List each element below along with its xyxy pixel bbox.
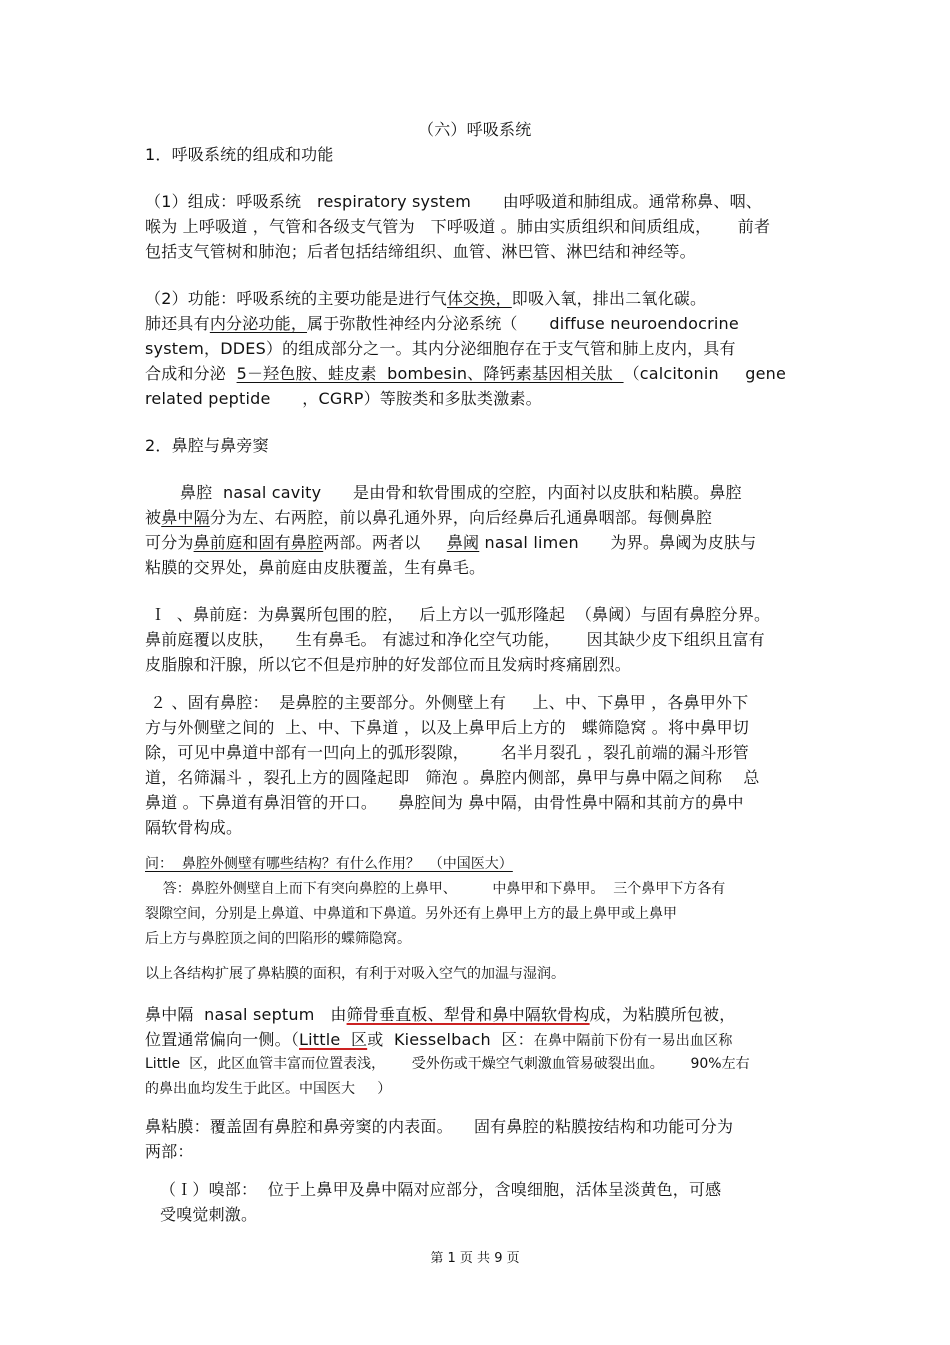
- red-underlined-term: 筛骨垂直板、犁骨和鼻中隔软骨构: [346, 1005, 590, 1024]
- answer-line: 裂隙空间，分别是上鼻道、中鼻道和下鼻道。另外还有上鼻甲上方的最上鼻甲或上鼻甲: [145, 906, 677, 922]
- paragraph-line: 鼻前庭覆以皮肤， 生有鼻毛。 有滤过和净化空气功能， 因其缺少皮下组织且富有: [145, 630, 765, 649]
- underlined-term: 鼻阈: [446, 533, 480, 552]
- paragraph-line: Little 区，此区血管丰富而位置表浅， 受外伤或干燥空气刺激血管易破裂出血。 90%左右: [145, 1056, 750, 1072]
- underlined-term: 5－羟色胺、蛙皮素 bombesin、降钙素基因相关肽: [236, 364, 624, 383]
- page-footer: 第 1 页 共 9 页: [430, 1251, 520, 1266]
- section-heading-2: 2．鼻腔与鼻旁窦: [145, 436, 269, 455]
- paragraph-line: 包括支气管树和肺泡；后者包括结缔组织、血管、淋巴管、淋巴结和神经等。: [145, 242, 696, 261]
- underlined-term: 鼻中隔: [161, 508, 210, 527]
- paragraph-line: system，DDES）的组成部分之一。其内分泌细胞存在于支气管和肺上皮内，具有: [145, 339, 736, 358]
- question-line: 问： 鼻腔外侧壁有哪些结构？有什么作用？ （中国医大）: [145, 856, 513, 872]
- paragraph-line: 可分为鼻前庭和固有鼻腔两部。两者以 鼻阈 nasal limen 为界。鼻阈为皮肤与: [145, 533, 757, 552]
- red-underlined-term: Little 区: [299, 1030, 368, 1049]
- paragraph-line: （2）功能：呼吸系统的主要功能是进行气体交换，即吸入氧，排出二氧化碳。: [145, 289, 707, 308]
- paragraph-line: 喉为 上呼吸道 ，气管和各级支气管为 下呼吸道 。肺由实质组织和间质组成， 前者: [145, 217, 771, 236]
- paragraph-line: ２ 、固有鼻腔： 是鼻腔的主要部分。外侧壁上有 上、中、下鼻甲 ，各鼻甲外下: [150, 693, 749, 712]
- paragraph-line: 位置通常偏向一侧。（Little 区或 Kiesselbach 区：在鼻中隔前下份有一易出血区称: [145, 1030, 733, 1049]
- underlined-term: 内分泌功能，: [209, 314, 308, 333]
- paragraph-line: 方与外侧壁之间的 上、中、下鼻道 ，以及上鼻甲后上方的 蝶筛隐窝 。将中鼻甲切: [145, 718, 750, 737]
- paragraph-line: 鼻中隔 nasal septum 由筛骨垂直板、犁骨和鼻中隔软骨构成，为粘膜所包被，: [145, 1005, 736, 1024]
- underlined-term: 鼻前庭和固有鼻腔: [193, 533, 324, 552]
- paragraph-line: 鼻腔 nasal cavity 是由骨和软骨围成的空腔，内面衬以皮肤和粘膜。鼻腔: [180, 483, 742, 502]
- paragraph-line: 除，可见中鼻道中部有一凹向上的弧形裂隙， 名半月裂孔 ，裂孔前端的漏斗形管: [145, 743, 750, 762]
- paragraph-line: 鼻粘膜：覆盖固有鼻腔和鼻旁窦的内表面。 固有鼻腔的粘膜按结构和功能可分为: [145, 1117, 734, 1136]
- answer-line: 答：鼻腔外侧壁自上而下有突向鼻腔的上鼻甲、 中鼻甲和下鼻甲。 三个鼻甲下方各有: [145, 881, 726, 897]
- paragraph-line: 两部：: [145, 1142, 194, 1161]
- paragraph-line: （Ｉ）嗅部： 位于上鼻甲及鼻中隔对应部分，含嗅细胞，活体呈淡黄色，可感: [160, 1180, 722, 1199]
- paragraph-line: 肺还具有内分泌功能，属于弥散性神经内分泌系统（ diffuse neuroendocrine: [145, 314, 739, 333]
- answer-line: 以上各结构扩展了鼻粘膜的面积，有利于对吸入空气的加温与湿润。: [145, 966, 565, 982]
- paragraph-line: related peptide ，CGRP）等胺类和多肽类激素。: [145, 389, 542, 408]
- paragraph-line: 粘膜的交界处，鼻前庭由皮肤覆盖，生有鼻毛。: [145, 558, 486, 577]
- paragraph-line: 合成和分泌 5－羟色胺、蛙皮素 bombesin、降钙素基因相关肽 （calcitonin gene: [145, 364, 787, 383]
- paragraph-line: Ｉ 、鼻前庭：为鼻翼所包围的腔， 后上方以一弧形隆起 （鼻阈）与固有鼻腔分界。: [150, 605, 771, 624]
- paragraph-line: 道，名筛漏斗 ，裂孔上方的圆隆起即 筛泡 。鼻腔内侧部，鼻甲与鼻中隔之间称 总: [145, 768, 760, 787]
- paragraph-line: 被鼻中隔分为左、右两腔，前以鼻孔通外界，向后经鼻后孔通鼻咽部。每侧鼻腔: [145, 508, 713, 527]
- paragraph-line: 的鼻出血均发生于此区。中国医大 ）: [145, 1081, 392, 1097]
- page-title: （六）呼吸系统: [418, 120, 532, 139]
- section-heading-1: 1．呼吸系统的组成和功能: [145, 145, 334, 164]
- paragraph-line: 隔软骨构成。: [145, 818, 243, 837]
- paragraph-line: （1）组成：呼吸系统 respiratory system 由呼吸道和肺组成。通常称鼻、咽、: [145, 192, 762, 211]
- underlined-term: 体交换，: [446, 289, 512, 308]
- paragraph-line: 受嗅觉刺激。: [160, 1205, 258, 1224]
- paragraph-line: 鼻道 。下鼻道有鼻泪管的开口。 鼻腔间为 鼻中隔，由骨性鼻中隔和其前方的鼻中: [145, 793, 744, 812]
- answer-line: 后上方与鼻腔顶之间的凹陷形的蝶筛隐窝。: [145, 931, 411, 947]
- paragraph-line: 皮脂腺和汗腺，所以它不但是疖肿的好发部位而且发病时疼痛剧烈。: [145, 655, 632, 674]
